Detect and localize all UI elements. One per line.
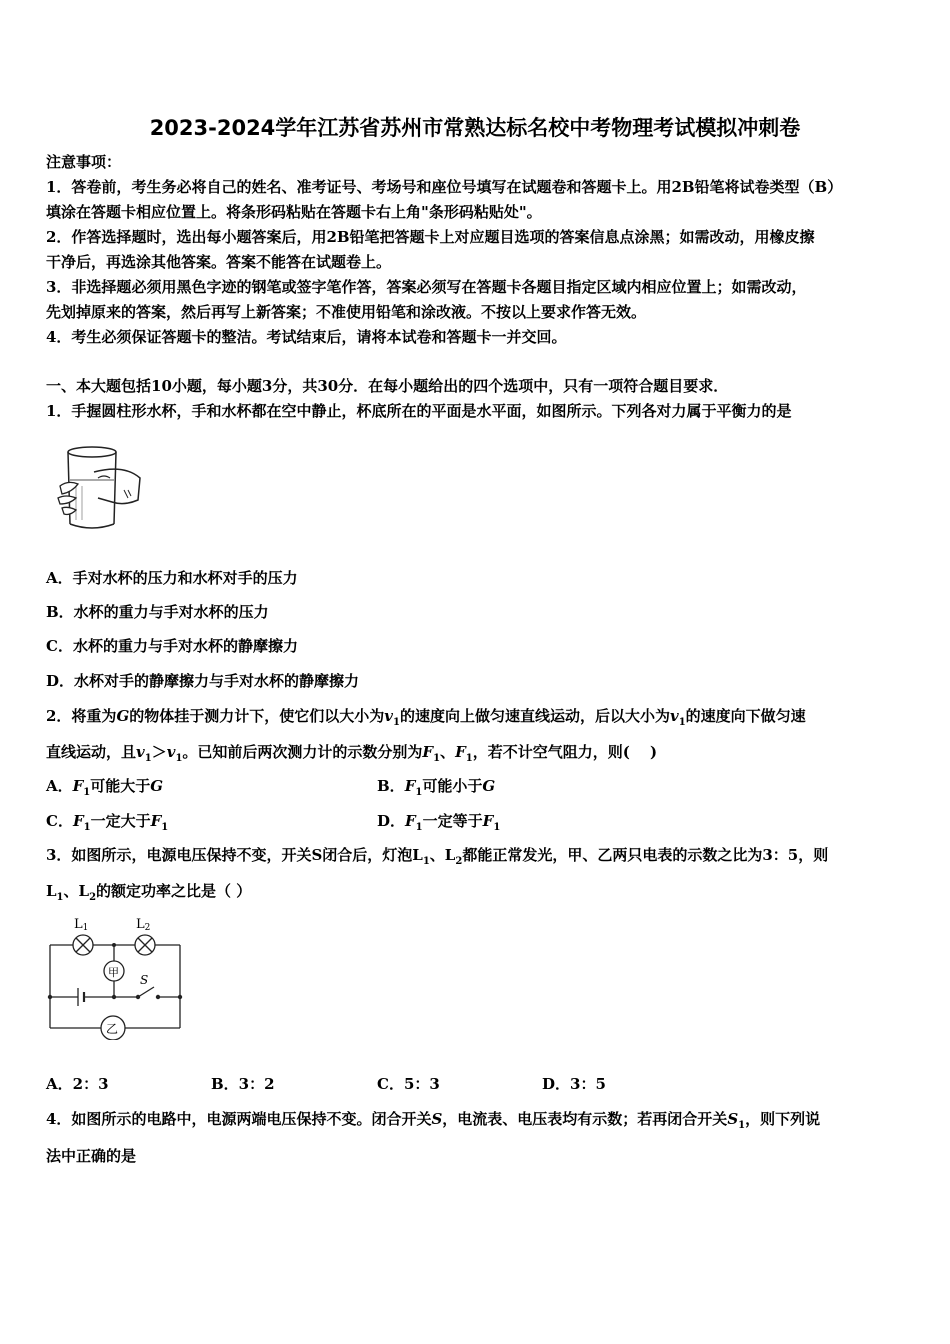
switch-s-label: S	[140, 973, 149, 987]
q1-option-a: A．手对水杯的压力和水杯对手的压力	[46, 569, 298, 587]
q4-stem-line-2: 法中正确的是	[46, 1147, 137, 1165]
notice-line-2: 填涂在答题卡相应位置上。将条形码粘贴在答题卡右上角"条形码粘贴处"。	[46, 203, 542, 221]
q3-option-d: D．3：5	[542, 1075, 606, 1093]
notice-line-7: 4．考生必须保证答题卡的整洁。考试结束后，请将本试卷和答题卡一并交回。	[46, 328, 567, 346]
q2-option-c: C．$F_1$一定大于$F_1$	[46, 812, 169, 833]
q2-option-a: A．$F_1$可能大于G	[46, 777, 164, 798]
q2-stem-line-2: 直线运动，且$v_1>v_1$。已知前后两次测力计的示数分别为$F_1$、$F_1$，若不计空气阻力，则( )	[46, 743, 658, 764]
meter-jia-label: 甲	[108, 966, 119, 979]
l1-label: L1	[74, 917, 89, 933]
q3-option-b: B．3：2	[211, 1075, 275, 1093]
q2-option-b: B．$F_1$可能小于G	[377, 777, 496, 798]
section-1-heading: 一、本大题包括10小题，每小题3分，共30分．在每小题给出的四个选项中，只有一项符合题目要求．	[46, 377, 729, 395]
notice-line-1: 1．答卷前，考生务必将自己的姓名、准考证号、考场号和座位号填写在试题卷和答题卡上。用2B铅笔将试卷类型（B）	[46, 178, 843, 196]
notice-line-4: 干净后，再选涂其他答案。答案不能答在试题卷上。	[46, 253, 392, 271]
q2-option-d: D．$F_1$一定等于$F_1$	[377, 812, 501, 833]
q3-stem-line-2: $L_1$、$L_2$的额定功率之比是（ ）	[46, 882, 252, 903]
l2-label: L2	[136, 917, 151, 933]
page-title: 2023-2024学年江苏省苏州市常熟达标名校中考物理考试模拟冲刺卷	[149, 116, 801, 140]
q2-stem-line-1: 2．将重为G的物体挂于测力计下，使它们以大小为$v_1$的速度向上做匀速直线运动，后以大小为$v_1$的速度向下做匀速	[46, 707, 806, 728]
q3-option-c: C．5：3	[377, 1075, 440, 1093]
notice-heading: 注意事项：	[46, 153, 122, 171]
notice-line-3: 2．作答选择题时，选出每小题答案后，用2B铅笔把答题卡上对应题目选项的答案信息点涂黑；如需改动，用橡皮擦	[46, 228, 815, 246]
notice-line-6: 先划掉原来的答案，然后再写上新答案；不准使用铅笔和涂改液。不按以上要求作答无效。	[46, 303, 647, 321]
q3-circuit-figure	[44, 910, 189, 1040]
q3-stem-line-1: 3．如图所示，电源电压保持不变，开关S闭合后，灯泡$L_1$、$L_2$都能正常发光，甲、乙两只电表的示数之比为3：5，则	[46, 846, 829, 867]
q3-option-a: A．2：3	[46, 1075, 109, 1093]
q1-option-c: C．水杯的重力与手对水杯的静摩擦力	[46, 637, 298, 655]
notice-line-5: 3．非选择题必须用黑色字迹的钢笔或签字笔作答，答案必须写在答题卡各题目指定区域内相应位置上；如需改动，	[46, 278, 807, 296]
meter-yi-label: 乙	[106, 1022, 119, 1036]
q1-option-b: B．水杯的重力与手对水杯的压力	[46, 603, 269, 621]
q4-stem-line-1: 4．如图所示的电路中，电源两端电压保持不变。闭合开关S，电流表、电压表均有示数；若再闭合开关$S_1$，则下列说	[46, 1110, 821, 1131]
q1-stem: 1．手握圆柱形水杯，手和水杯都在空中静止，杯底所在的平面是水平面，如图所示。下列各对力属于平衡力的是	[46, 402, 792, 420]
hand-cup-figure	[54, 440, 146, 532]
q1-option-d: D．水杯对手的静摩擦力与手对水杯的静摩擦力	[46, 672, 360, 690]
